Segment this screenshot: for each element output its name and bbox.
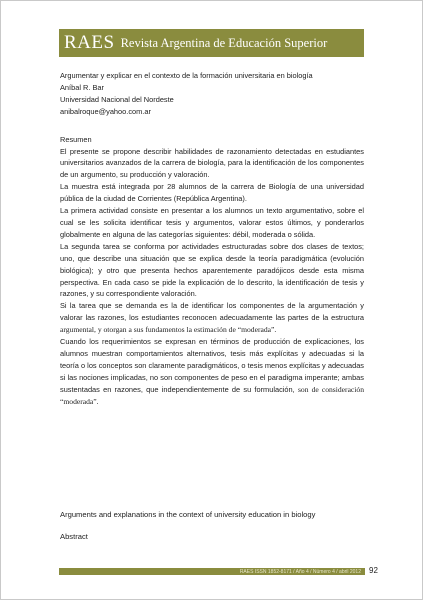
resumen-paragraph-3: La primera actividad consiste en presentar a los alumnos un texto argumentativo, sobre el cual se les solicita identificar tesis y argumentos, valorar estos últimos, y ponderarlos globalmente en alguna de las categorías siguientes: débil, moderada o sólida.	[60, 206, 364, 239]
english-title: Arguments and explanations in the context of university education in biology	[60, 510, 316, 519]
spacer	[60, 118, 364, 134]
resumen-paragraph-5-tail: argumental, y otorgan a sus fundamentos la estimación de “moderada”.	[60, 325, 277, 335]
resumen-paragraph-4: La segunda tarea se conforma por actividades estructuradas sobre dos clases de textos; uno, que describe una situación que se explica desde la teoría paradigmática (evolución biológica); y otro que presenta hechos aparentemente paradójicos desde esta misma perspectiva. En cada caso se pide la explicación de lo descrito, la identificación de tesis y razones, y su correspondiente valoración.	[60, 241, 364, 299]
abstract-heading: Abstract	[60, 532, 88, 541]
journal-full-name: Revista Argentina de Educación Superior	[120, 35, 328, 50]
article-content	[60, 70, 364, 407]
article-email: anibalroque@yahoo.com.ar	[60, 106, 151, 116]
resumen-paragraph-6	[60, 336, 364, 407]
page-number: 92	[369, 566, 378, 575]
resumen-paragraph-2: La muestra está integrada por 28 alumnos de la carrera de Biología de una universidad pública de la ciudad de Corrientes (República Argentina).	[60, 182, 364, 204]
article-author: Aníbal R. Bar	[60, 82, 104, 92]
article-title: Argumentar y explicar en el contexto de la formación universitaria en biología	[60, 71, 313, 80]
resumen-paragraph-1: El presente se propone describir habilidades de razonamiento detectadas en estudiantes universitarios avanzados de la carrera de biología, para la identificación de los componentes de un argumento, su producción y valoración.	[60, 146, 364, 180]
resumen-paragraph-5	[60, 300, 364, 336]
resumen-heading: Resumen	[60, 134, 92, 144]
resumen-paragraph-6-main: Cuando los requerimientos se expresan en términos de producción de explicaciones, los alumnos muestran comportamientos alternativos, tesis más explícitas y adecuadas si la teoría o los conceptos son claramente paradigmáticos, o tesis menos explícitas y adecuadas si las nociones implicadas, no son componentes de peso en el paradigma imperante; ambas sustentadas en razones, que independientemente de su formulación,	[60, 337, 364, 394]
journal-header-banner	[59, 29, 364, 57]
footer-journal-info: RAES ISSN 1852-8171 / Año 4 / Número 4 / abril 2012	[239, 568, 361, 575]
resumen-paragraph-5-main: Si la tarea que se demanda es la de identificar los componentes de la argumentación y valorar las razones, los estudiantes reconocen adecuadamente las partes de la estructura	[60, 301, 364, 323]
article-affiliation: Universidad Nacional del Nordeste	[60, 94, 174, 104]
footer-bar	[59, 568, 365, 575]
journal-brand: RAES	[64, 32, 115, 53]
resumen-paragraph-6-tail: son de consideración “moderada”.	[60, 384, 365, 406]
